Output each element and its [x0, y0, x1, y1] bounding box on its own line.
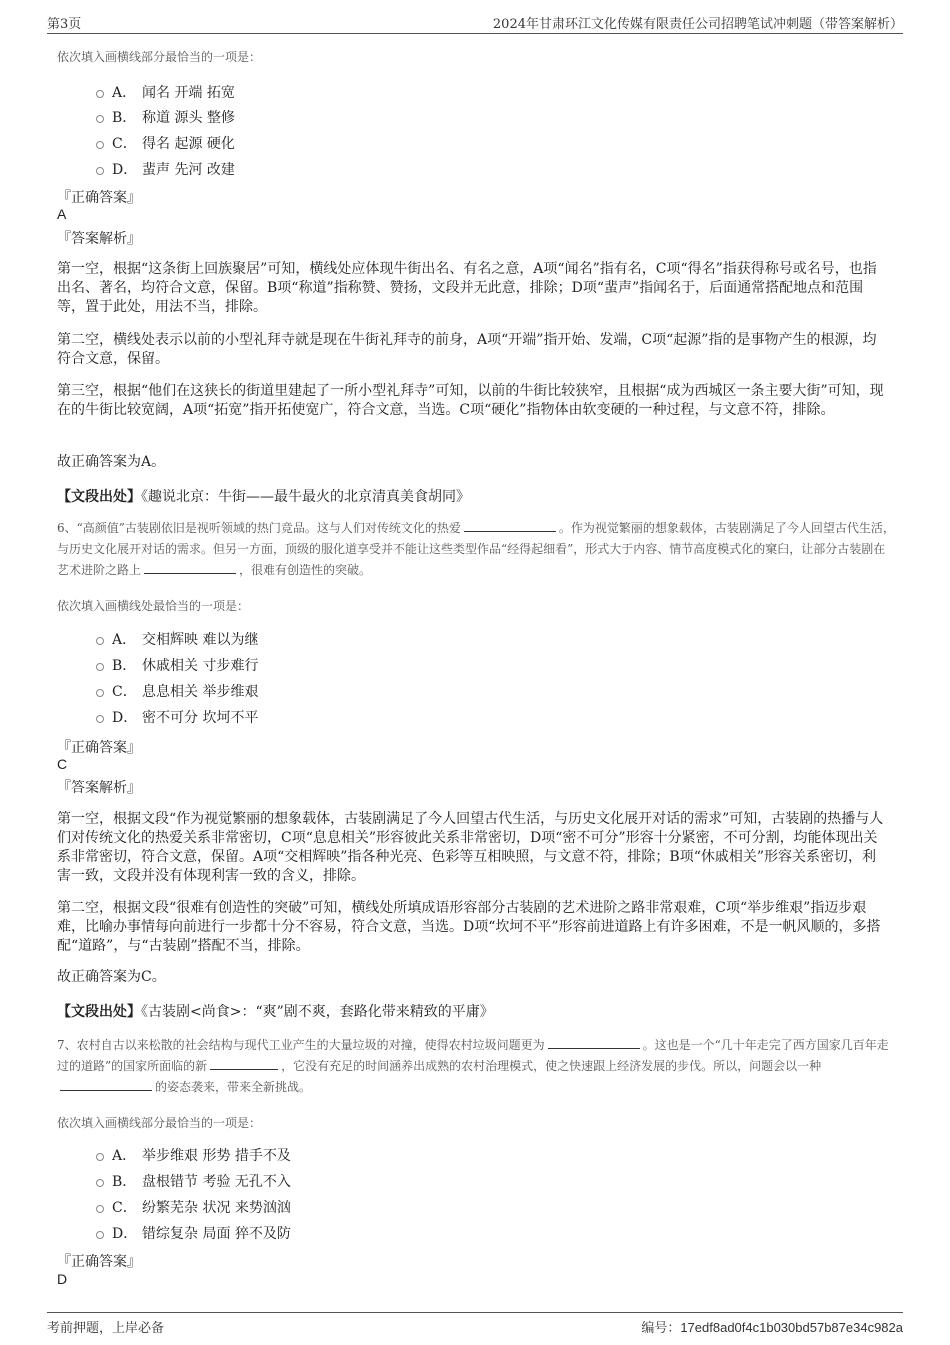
q6-conclusion: 故正确答案为C。 — [57, 969, 166, 985]
q6-option-d[interactable]: D． 密不可分 坎坷不平 — [96, 707, 258, 727]
radio-icon[interactable] — [96, 1231, 104, 1239]
page-number: 第3页 — [47, 17, 82, 32]
blank-line — [464, 519, 556, 532]
page-footer — [47, 1312, 903, 1335]
q5-analysis-paragraph: 第二空，横线处表示以前的小型礼拜寺就是现在牛街礼拜寺的前身，A项“开端”指开始、发端，C项“起源”指的是事物产生的根源，均符合文意，保留。 — [57, 332, 877, 367]
q6-answer: C — [57, 756, 68, 772]
q7-option-a[interactable]: A． 举步维艰 形势 措手不及 — [96, 1145, 291, 1165]
q7-prompt: 依次填入画横线部分最恰当的一项是： — [57, 1116, 262, 1130]
q6-source: 【文段出处】《古装剧<尚食>：“爽”剧不爽，套路化带来精致的平庸》 — [57, 1004, 494, 1020]
q6-stem: 6、“高颜值”古装剧依旧是视听领域的热门竞品。这与人们对传统文化的热爱 。作为视觉繁丽的想象载体，古装剧满足了今人回望古代生活，与历史文化展开对话的需求。但另一方面，顶级的服化道享受并不能让这些类型作品“经得起细看”，形式大于内容、情节高度模式化的窠臼，让部分古装剧在艺术进阶之路上 ，很难有创造性的突破。 — [57, 521, 895, 577]
radio-icon[interactable] — [96, 90, 104, 98]
q5-prompt: 依次填入画横线部分最恰当的一项是： — [57, 50, 262, 64]
radio-icon[interactable] — [96, 115, 104, 123]
q6-analysis-paragraph: 第二空，根据文段“很难有创造性的突破”可知，横线处所填成语形容部分古装剧的艺术进阶之路非常艰难，C项“举步维艰”指迈步艰难，比喻办事情每向前进行一步都十分不容易，符合文意，当选。D项“坎坷不平”形容前进道路上有许多困难，不是一帆风顺的，多搭配“道路”，与“古装剧”搭配不当，排除。 — [57, 900, 881, 954]
blank-line — [210, 1057, 278, 1070]
radio-icon[interactable] — [96, 663, 104, 671]
q7-answer-label: 『正确答案』 — [57, 1254, 141, 1270]
blank-line — [144, 561, 236, 574]
radio-icon[interactable] — [96, 1153, 104, 1161]
page-header — [47, 13, 903, 34]
q6-prompt: 依次填入画横线处最恰当的一项是： — [57, 599, 250, 613]
q7-option-c[interactable]: C． 纷繁芜杂 状况 来势汹汹 — [96, 1197, 291, 1217]
radio-icon[interactable] — [96, 1205, 104, 1213]
radio-icon[interactable] — [96, 1179, 104, 1187]
q6-analysis-paragraph: 第一空，根据文段“作为视觉繁丽的想象载体，古装剧满足了今人回望古代生活，与历史文化展开对话的需求”可知，古装剧的热播与人们对传统文化的热爱关系非常密切，C项“息息相关”形容彼此关系非常密切，D项“密不可分”形容十分紧密，不可分割，均能体现出关系非常密切，符合文意，保留。A项“交相辉映”指各种光亮、色彩等互相映照，与文意不符，排除；B项“休戚相关”形容关系密切，利害一致，文段并没有体现利害一致的含义，排除。 — [57, 811, 884, 884]
q5-source: 【文段出处】《趣说北京：牛街——最牛最火的北京清真美食胡同》 — [57, 489, 470, 505]
blank-line — [60, 1078, 152, 1091]
radio-icon[interactable] — [96, 689, 104, 697]
radio-icon[interactable] — [96, 141, 104, 149]
q6-option-a[interactable]: A． 交相辉映 难以为继 — [96, 629, 258, 649]
q6-answer-label: 『正确答案』 — [57, 740, 141, 756]
q5-option-d[interactable]: D． 蜚声 先河 改建 — [96, 159, 235, 179]
document-id: 编号：17edf8ad0f4c1b030bd57b87e34c982a — [641, 1320, 903, 1336]
q5-option-c[interactable]: C． 得名 起源 硬化 — [96, 133, 235, 153]
radio-icon[interactable] — [96, 167, 104, 175]
blank-line — [548, 1036, 640, 1049]
q6-option-b[interactable]: B． 休戚相关 寸步难行 — [96, 655, 258, 675]
q7-option-d[interactable]: D． 错综复杂 局面 猝不及防 — [96, 1223, 291, 1243]
q5-analysis-label: 『答案解析』 — [57, 231, 141, 247]
radio-icon[interactable] — [96, 637, 104, 645]
q7-option-b[interactable]: B． 盘根错节 考验 无孔不入 — [96, 1171, 291, 1191]
q6-analysis-label: 『答案解析』 — [57, 780, 141, 796]
q7-stem: 7、农村自古以来松散的社会结构与现代工业产生的大量垃圾的对撞，使得农村垃圾问题更为 。这也是一个“几十年走完了西方国家几百年走过的道路”的国家所面临的新 ，它没有充足的时间涵养出成熟的农村治理模式，使之快速跟上经济发展的步伐。所以，问题会以一种的姿态袭来，带来全新挑战。 — [57, 1038, 889, 1094]
q5-option-a[interactable]: A． 闻名 开端 拓宽 — [96, 82, 235, 102]
q6-option-c[interactable]: C． 息息相关 举步维艰 — [96, 681, 258, 701]
q5-analysis-paragraph: 第一空，根据“这条街上回族聚居”可知，横线处应体现牛街出名、有名之意，A项“闻名”指有名，C项“得名”指获得称号或名号，也指出名、著名，均符合文意，保留。B项“称道”指称赞、赞扬，文段并无此意，排除；D项“蜚声”指闻名于，后面通常搭配地点和范围等，置于此处，用法不当，排除。 — [57, 261, 877, 315]
q5-answer: A — [57, 206, 67, 222]
footer-slogan: 考前押题，上岸必备 — [47, 1321, 165, 1336]
q5-conclusion: 故正确答案为A。 — [57, 454, 166, 470]
q7-answer: D — [57, 1271, 68, 1287]
document-title: 2024年甘肃环江文化传媒有限责任公司招聘笔试冲刺题（带答案解析） — [492, 17, 903, 32]
radio-icon[interactable] — [96, 715, 104, 723]
q5-option-b[interactable]: B． 称道 源头 整修 — [96, 107, 235, 127]
q5-answer-label: 『正确答案』 — [57, 190, 141, 206]
q5-analysis-paragraph: 第三空，根据“他们在这狭长的街道里建起了一所小型礼拜寺”可知，以前的牛街比较狭窄，且根据“成为西城区一条主要大街”可知，现在的牛街比较宽阔，A项“拓宽”指开拓使宽广，符合文意，当选。C项“硬化”指物体由软变硬的一种过程，与文意不符，排除。 — [57, 383, 884, 418]
